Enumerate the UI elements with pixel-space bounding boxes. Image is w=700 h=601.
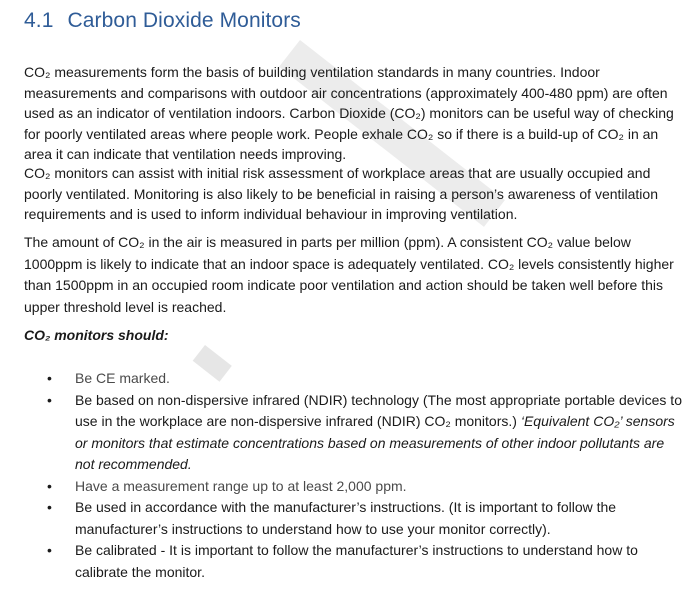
list-item (0, 540, 700, 583)
paragraph-ppm-levels: The amount of CO₂ in the air is measured in parts per million (ppm). A consistent CO₂ value below 1000ppm is likely to indicate that an indoor space is adequately ventilated. CO₂ levels consistently higher than 1500ppm in an occupied room indicate poor ventilation and action should be taken well before this upper threshold level is reached. (24, 234, 674, 315)
bullet-icon: • (47, 477, 52, 494)
list-item (0, 497, 700, 540)
list-item-text: Be based on non-dispersive infrared (NDIR) technology (The most appropriate portable devices to use in the workplace are non-dispersive infrared (NDIR) CO₂ monitors.) (75, 391, 682, 429)
paragraph-intro: CO₂ measurements form the basis of building ventilation standards in many countries. Indoor measurements and comparisons with outdoor air concentrations (approximately 400-480 ppm) are often used as an indicator of ventilation indoors. Carbon Dioxide (CO₂) monitors can be useful way of checking for poorly ventilated areas where people work. People exhale CO₂ so if there is a build-up of CO₂ in an area it can indicate that ventilation needs improving. (24, 64, 674, 162)
list-item (0, 476, 700, 498)
list-item-text: Have a measurement range up to at least 2,000 ppm. (75, 477, 407, 494)
list-item (0, 390, 700, 476)
bullet-icon: • (47, 499, 52, 515)
paragraph-risk-assessment: CO₂ monitors can assist with initial risk assessment of workplace areas that are usually occupied and poorly ventilated. Monitoring is also likely to be beneficial in raising a person’s awareness of ventilation requirements and is used to inform individual behaviour in improving ventilation. (24, 165, 658, 222)
section-number: 4.1 (24, 9, 54, 32)
bullet-icon: • (47, 391, 52, 408)
list-item-text: Be used in accordance with the manufacturer’s instructions. (It is important to follow the manufacturer’s instructions to understand how to use your monitor correctly). (75, 499, 617, 537)
monitors-should-heading: CO₂ monitors should: (24, 327, 169, 343)
section-heading (24, 9, 301, 33)
list-item-emphasis: ‘Equivalent CO₂’ sensors or monitors that estimate concentrations based on measurements of other indoor pollutants are not recommended. (75, 413, 675, 472)
section-title: Carbon Dioxide Monitors (67, 9, 301, 32)
list-item (0, 368, 700, 390)
list-item-text: Be calibrated - It is important to follow the manufacturer’s instructions to understand how to calibrate the monitor. (75, 542, 638, 580)
bullet-icon: • (47, 370, 52, 386)
requirements-list (0, 368, 700, 583)
bullet-icon: • (47, 542, 52, 558)
list-item-text: Be CE marked. (75, 370, 170, 386)
